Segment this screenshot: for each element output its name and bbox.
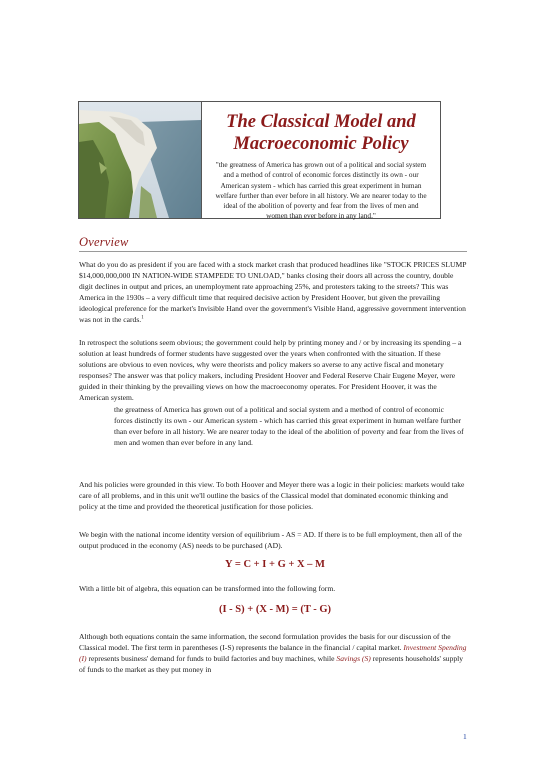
title-block (202, 102, 440, 221)
paragraph-3: And his policies were grounded in this view. To both Hoover and Meyer there was a logic in their policies: markets would take care of all problems, and in this unit we'll outline the basics of the Classical model that dominated economic thinking and policy at the time and provided the theoretical justification for those policies. (79, 480, 465, 512)
paragraph-4: We begin with the national income identity version of equilibrium - AS = AD. If there is to be full employment, then all of the output produced in the economy (AS) needs to be purchased (AD). (79, 530, 462, 551)
footnote-mark: 1 (141, 315, 144, 321)
page-number: 1 (463, 732, 467, 741)
title-box (78, 101, 441, 219)
balance-equation: (I - S) + (X - M) = (T - G) (218, 604, 332, 615)
paragraph-6-text-a: Although both equations contain the same information, the second formulation provides the basis for our discussion of the Classical model. The first term in parentheses (I-S) represents the balance in the financial / capital market. (79, 632, 451, 653)
heading-rule (79, 251, 467, 252)
paragraph-1-text: What do you do as president if you are faced with a stock market crash that produced headlines like "STOCK PRICES SLUMP $14,000,000,000 IN NATION-WIDE STAMPEDE TO UNLOAD," banks closing their doors all across the country, double digit declines in output and prices, an unemployment rate approaching 25%, and protesters taking to the streets? This was America in the 1930s – a very difficult time that required decisive action by President Hoover, but given the prevailing ideological preference for the market's Invisible Hand over the government's Visible Hand, aggressive government intervention was not in the cards. (79, 260, 467, 325)
paragraph-6 (79, 631, 467, 675)
hoover-quote: the greatness of America has grown out of a political and social system and a method of control of economic forces distinctly its own - our American system - which has carried this great experiment in human welfare further than ever before in all history. We are nearer today to the ideal of the abolition of poverty and fear from the lives of men and women than ever before in any land. (114, 405, 464, 448)
white-cliffs-image (79, 102, 201, 218)
investment-term: Investment Spending (I) (79, 643, 467, 664)
header-quote: "the greatness of America has grown out of a political and social system and a method of control of economic forces distinctly its own - our American system - which has carried this great experiment in human welfare further than ever before in all history. We are nearer today to the ideal of the abolition of poverty and fear from the lives of men and women than ever before in any land." (215, 160, 427, 221)
paragraph-6-text-c: represents households' supply of funds to the market as they put money in (79, 654, 464, 675)
income-identity-equation: Y = C + I + G + X – M (225, 559, 325, 570)
paragraph-6-text-b: represents business' demand for funds to build factories and buy machines, while (88, 654, 335, 664)
paragraph-5: With a little bit of algebra, this equation can be transformed into the following form. (79, 584, 336, 593)
document-title: The Classical Model and Macroeconomic Policy (226, 112, 416, 154)
paragraph-1 (79, 259, 467, 326)
savings-term: Savings (S) (336, 654, 371, 664)
paragraph-2: In retrospect the solutions seem obvious; the government could help by printing money and / or by increasing its spending – a solution at least hundreds of former students have suggested over the years when confronted with the situation. If these solutions are obvious to even novices, why were theorists and policy makers so averse to any active fiscal and monetary responses? The answer was that policy makers, including President Hoover and Federal Reserve Chair Eugene Meyer, were guided in their thinking by the prevailing views on how the macroeconomy operates. For President Hoover, it was the American system. (79, 338, 462, 403)
cliffs-photo (79, 102, 202, 218)
overview-heading: Overview (79, 235, 129, 249)
